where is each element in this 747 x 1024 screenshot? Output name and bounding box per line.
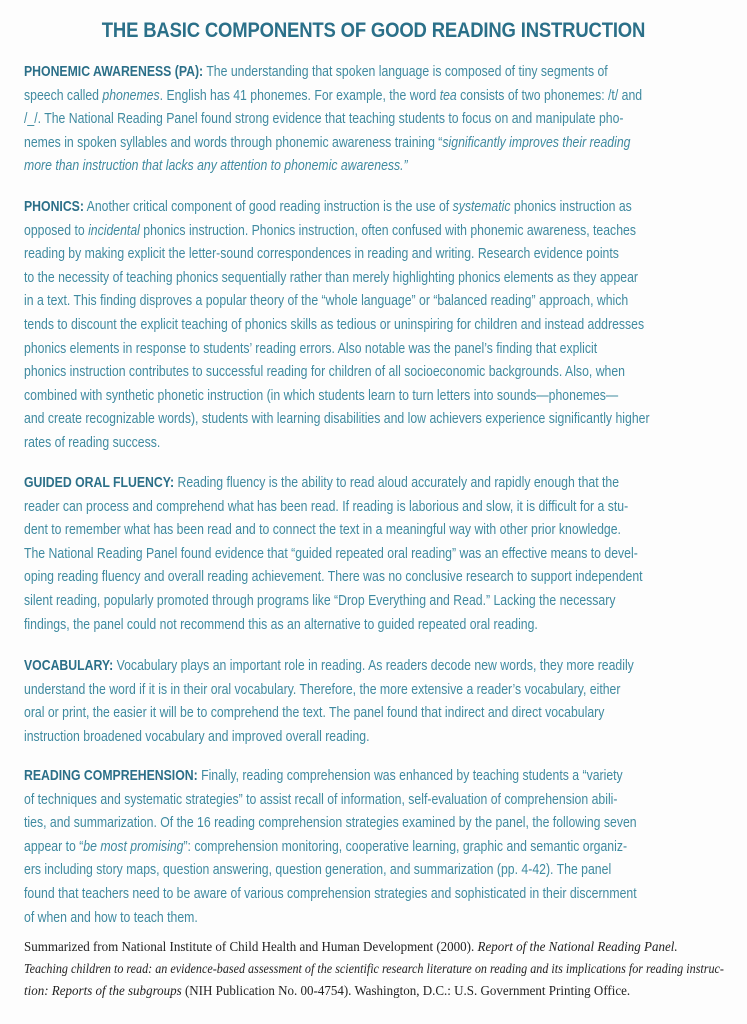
text-line [24, 85, 643, 109]
text-line [24, 980, 724, 1002]
text-line [24, 196, 632, 220]
text-line [24, 859, 612, 883]
section-phonics [24, 196, 724, 456]
body-text: opposed to [24, 222, 89, 239]
body-text: appear to “ [24, 838, 84, 855]
section-heading: GUIDED ORAL FLUENCY: [24, 475, 175, 491]
text-line [24, 836, 628, 860]
italic-text: more than instruction that lacks any attention to phonemic awareness.” [24, 158, 408, 175]
body-text: /_/. The National Reading Panel found strong evidence that teaching students to focus on and manipulate pho- [24, 111, 624, 128]
body-text: oral or print, the easier it will be to comprehend the text. The panel found that indirect and direct vocabulary [24, 705, 605, 722]
text-line [24, 519, 621, 543]
body-text: phonics instruction as [510, 199, 632, 215]
text-line [24, 679, 621, 703]
body-text: Reading fluency is the ability to read aloud accurately and rapidly enough that the [174, 475, 620, 491]
text-line [24, 812, 637, 836]
body-text: speech called [24, 87, 103, 104]
text-line [24, 566, 643, 590]
body-text: . English has 41 phonemes. For example, the word [159, 87, 440, 104]
body-text: findings, the panel could not recommend this as an alternative to guided repeated oral reading. [24, 616, 538, 633]
section-guided-oral-fluency [24, 472, 724, 637]
text-line [24, 243, 619, 267]
text-line [24, 958, 724, 980]
text-line [24, 590, 616, 614]
text-line [24, 614, 612, 638]
body-text: Finally, reading comprehension was enhanced by teaching students a “variety [197, 768, 623, 784]
section-phonemic-awareness [24, 61, 724, 179]
section-heading: PHONEMIC AWARENESS (PA): [24, 64, 204, 80]
body-text: consists of two phonemes: /t/ and [456, 87, 643, 104]
text-line [24, 408, 650, 432]
section-reading-comprehension [24, 765, 724, 930]
text-line [24, 726, 612, 750]
body-text: of when and how to teach them. [24, 909, 198, 926]
body-text: understand the word if it is in their oral vocabulary. Therefore, the more extensive a reader’s vocabulary, either [24, 681, 621, 698]
text-line [24, 314, 645, 338]
body-text: nemes in spoken syllables and words through phonemic awareness training “ [24, 134, 443, 151]
body-text: to the necessity of teaching phonics sequentially rather than merely highlighting phonics elements as they appear [24, 269, 639, 286]
section-heading: READING COMPREHENSION: [24, 768, 198, 784]
body-text: phonics instruction. Phonics instruction, often confused with phonemic awareness, teaches [139, 222, 636, 239]
italic-text: tea [439, 87, 457, 104]
text-line [24, 496, 629, 520]
body-text: The understanding that spoken language is composed of tiny segments of [203, 64, 608, 80]
citation [24, 936, 734, 1002]
text-line [24, 155, 612, 179]
body-text: of techniques and systematic strategies” to assist recall of information, self-evaluation of comprehension abili- [24, 791, 618, 808]
body-text: instruction broadened vocabulary and improved overall reading. [24, 728, 370, 745]
text-line [24, 432, 612, 456]
body-text: phonics instruction contributes to successful reading for children of all socioeconomic backgrounds. Also, when [24, 364, 626, 381]
text-line [24, 765, 623, 789]
text-line [24, 936, 724, 958]
text-line [24, 361, 626, 385]
body-text: combined with synthetic phonetic instruction (in which students learn to turn letters into sounds—phonemes— [24, 387, 619, 404]
text-line [24, 385, 619, 409]
italic-text: tion: Reports of the subgroups [24, 983, 182, 998]
text-line [24, 132, 631, 156]
body-text: rates of reading success. [24, 434, 161, 451]
italic-text: phonemes [102, 87, 160, 104]
text-line [24, 883, 637, 907]
text-line [24, 472, 620, 496]
text-line [24, 907, 612, 931]
body-text: silent reading, popularly promoted through programs like “Drop Everything and Read.” Lacking the necessary [24, 592, 616, 609]
body-text: reader can process and comprehend what has been read. If reading is laborious and slow, it is difficult for a stu- [24, 498, 629, 515]
body-text: tends to discount the explicit teaching of phonics skills as tedious or uninspiring for children and instead addresses [24, 316, 645, 333]
body-text: and create recognizable words), students with learning disabilities and low achievers experience significantly higher [24, 411, 650, 428]
italic-text: systematic [452, 199, 511, 215]
text-line [24, 220, 636, 244]
body-text: in a text. This finding disproves a popular theory of the “whole language” or “balanced reading” approach, which [24, 293, 629, 310]
section-heading: PHONICS: [24, 199, 84, 215]
body-text: dent to remember what has been read and to connect the text in a meaningful way with other prior knowledge. [24, 522, 621, 539]
section-heading: VOCABULARY: [24, 658, 114, 674]
body-text: Summarized from National Institute of Child Health and Human Development (2000). [24, 939, 478, 954]
body-text: ers including story maps, question answering, question generation, and summarization (pp. 4-42). The panel [24, 862, 612, 879]
text-line [24, 655, 634, 679]
page-title: THE BASIC COMPONENTS OF GOOD READING INSTRUCTION [101, 18, 646, 42]
body-text: reading by making explicit the letter-sound correspondences in reading and writing. Research evidence points [24, 246, 619, 263]
section-vocabulary [24, 655, 724, 749]
body-text: ”: comprehension monitoring, cooperative learning, graphic and semantic organiz- [183, 838, 628, 855]
italic-text: significantly improves their reading [442, 134, 631, 151]
body-text: Another critical component of good reading instruction is the use of [83, 199, 453, 215]
text-line [24, 267, 639, 291]
body-text: ties, and summarization. Of the 16 reading comprehension strategies examined by the panel, the following seven [24, 815, 637, 832]
body-text: phonics elements in response to students’ reading errors. Also notable was the panel’s finding that explicit [24, 340, 598, 357]
text-line [24, 108, 624, 132]
body-text: found that teachers need to be aware of various comprehension strategies and sophisticated in their discernment [24, 885, 637, 902]
italic-text: Teaching children to read: an evidence-based assessment of the scientific research literature on reading and its implications for reading instruc- [24, 961, 724, 976]
text-line [24, 702, 612, 726]
text-line [24, 338, 612, 362]
italic-text: Report of the National Reading Panel. [477, 939, 678, 954]
italic-text: incidental [88, 222, 140, 239]
text-line [24, 543, 638, 567]
text-line [24, 789, 618, 813]
text-line [24, 290, 629, 314]
text-line [24, 61, 612, 85]
body-text: oping reading fluency and overall reading achievement. There was no conclusive research to support independent [24, 569, 643, 586]
body-text: Vocabulary plays an important role in reading. As readers decode new words, they more readily [113, 658, 634, 674]
italic-text: be most promising [83, 838, 184, 855]
body-text: The National Reading Panel found evidence that “guided repeated oral reading” was an effective means to devel- [24, 545, 638, 562]
body-text: (NIH Publication No. 00-4754). Washington, D.C.: U.S. Government Printing Office. [181, 983, 631, 998]
